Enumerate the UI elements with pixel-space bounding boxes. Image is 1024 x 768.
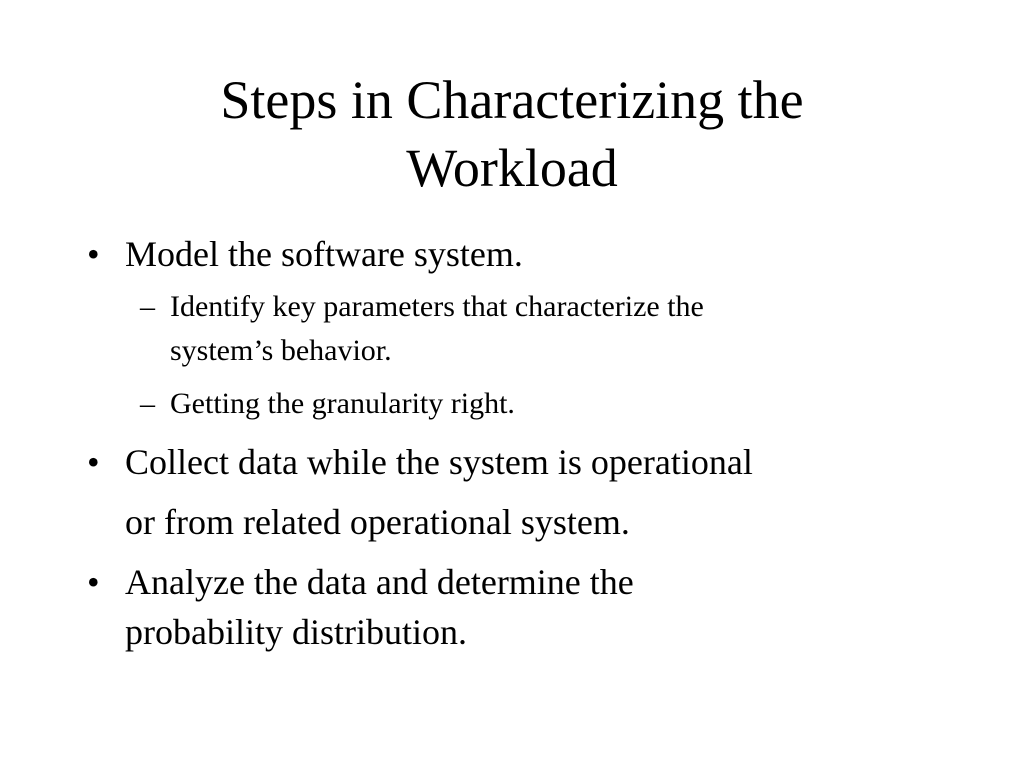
title-line-1: Steps in Characterizing the (220, 70, 804, 130)
sub-bullet-text-line-2: system’s behavior. (170, 334, 392, 367)
sub-bullet-text: Getting the granularity right. (170, 387, 515, 420)
bullet-text-line-2: or from related operational system. (125, 502, 630, 542)
title-line-2: Workload (406, 138, 618, 198)
bullet-icon: • (87, 562, 100, 602)
bullet-text-line-1: Analyze the data and determine the (125, 562, 634, 602)
bullet-icon: • (87, 234, 100, 274)
dash-icon: – (140, 387, 155, 420)
bullet-text: Model the software system. (125, 234, 523, 274)
bullet-icon: • (87, 442, 100, 482)
bullet-text-line-1: Collect data while the system is operational (125, 442, 753, 482)
bullet-text-line-2: probability distribution. (125, 612, 467, 652)
sub-bullet-text-line-1: Identify key parameters that characterize the (170, 290, 704, 323)
dash-icon: – (140, 290, 155, 323)
